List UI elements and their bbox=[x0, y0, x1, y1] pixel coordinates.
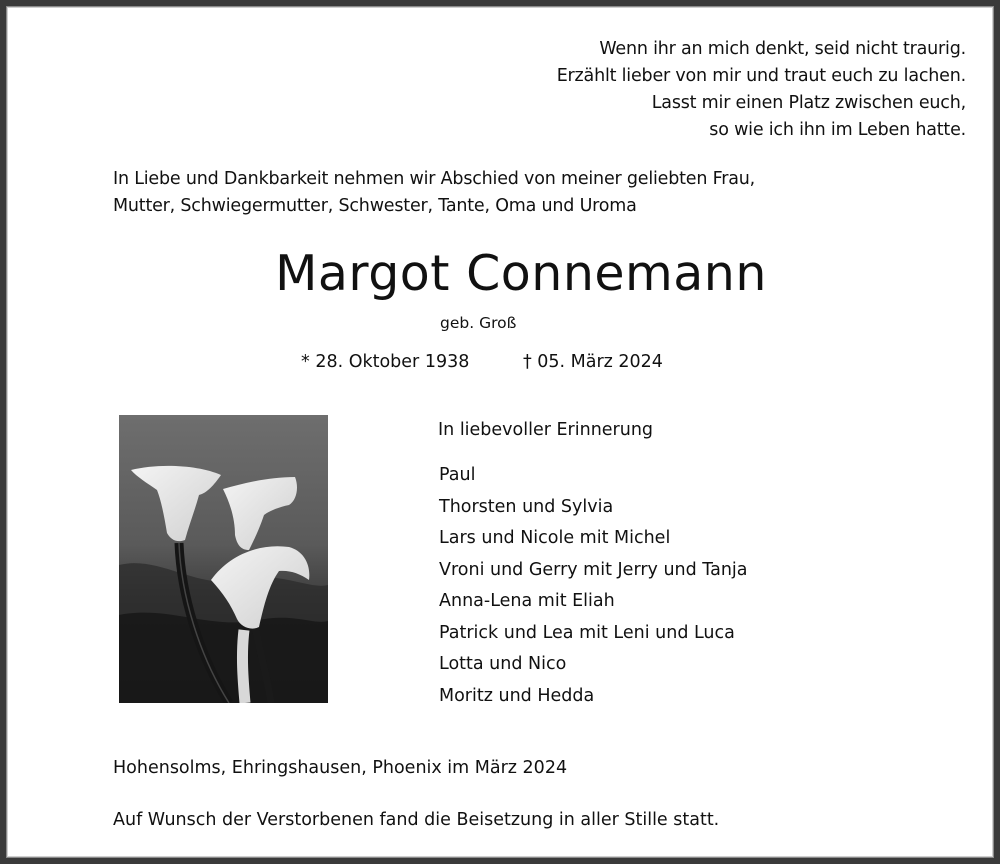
mourners-list bbox=[439, 460, 748, 712]
mourner-entry: Paul bbox=[439, 465, 476, 485]
poem-line: Lasst mir einen Platz zwischen euch, bbox=[651, 93, 966, 113]
intro-line: In Liebe und Dankbarkeit nehmen wir Abschied von meiner geliebten Frau, bbox=[113, 169, 755, 189]
calla-lily-photo bbox=[119, 415, 328, 703]
mourner-entry: Anna-Lena mit Eliah bbox=[439, 591, 615, 611]
poem-line: so wie ich ihn im Leben hatte. bbox=[709, 120, 966, 140]
place-and-date: Hohensolms, Ehringshausen, Phoenix im März 2024 bbox=[113, 758, 568, 778]
mourner-entry: Thorsten und Sylvia bbox=[439, 496, 614, 517]
poem bbox=[557, 36, 966, 144]
deceased-name: Margot Connemann bbox=[275, 245, 767, 302]
poem-line: Wenn ihr an mich denkt, seid nicht traurig. bbox=[599, 39, 966, 59]
mourner-entry: Lars und Nicole mit Michel bbox=[439, 528, 671, 548]
intro-text bbox=[113, 166, 755, 220]
calla-lily-icon bbox=[119, 415, 328, 703]
mourner-entry: Moritz und Hedda bbox=[439, 685, 595, 706]
poem-line: Erzählt lieber von mir und traut euch zu lachen. bbox=[556, 66, 966, 86]
mourner-entry: Patrick und Lea mit Leni und Luca bbox=[439, 622, 735, 643]
birth-date: * 28. Oktober 1938 bbox=[301, 352, 470, 372]
burial-note: Auf Wunsch der Verstorbenen fand die Beisetzung in aller Stille statt. bbox=[113, 810, 720, 830]
life-dates bbox=[301, 350, 663, 374]
mourner-entry: Lotta und Nico bbox=[439, 654, 567, 674]
intro-line: Mutter, Schwiegermutter, Schwester, Tante, Oma und Uroma bbox=[113, 196, 637, 216]
maiden-name: geb. Groß bbox=[440, 314, 517, 332]
death-date: † 05. März 2024 bbox=[522, 352, 663, 372]
mourner-entry: Vroni und Gerry mit Jerry und Tanja bbox=[439, 559, 748, 580]
memory-heading: In liebevoller Erinnerung bbox=[438, 420, 654, 440]
